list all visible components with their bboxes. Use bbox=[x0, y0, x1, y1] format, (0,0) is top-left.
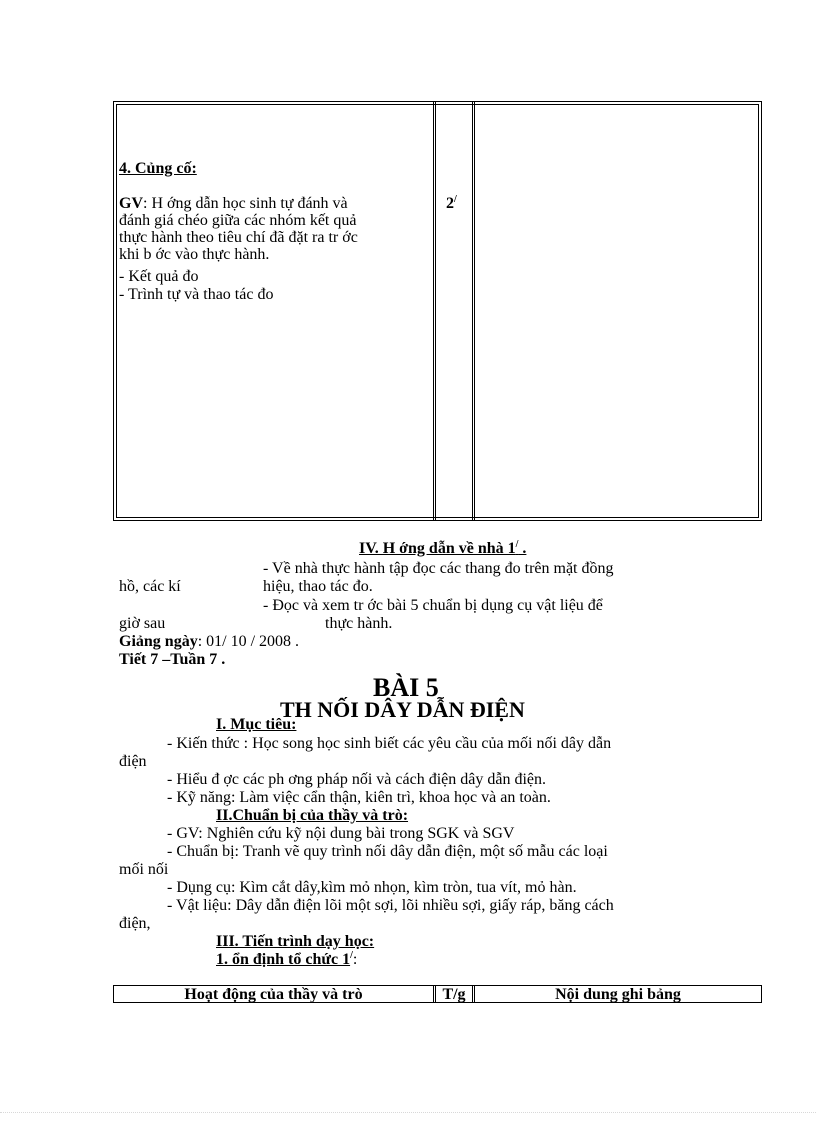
section-preparation: II.Chuẩn bị của thầy và trò: bbox=[216, 807, 409, 824]
homework-line-3: - Đọc và xem tr ớc bài 5 chuẩn bị dụng cụ vật liệu để bbox=[263, 597, 603, 614]
page-edge-guide bbox=[0, 1112, 816, 1113]
activity-table bbox=[113, 101, 762, 521]
homework-line-4-right: thực hành. bbox=[325, 615, 393, 632]
prep-materials: - Chuẩn bị: Tranh vẽ quy trình nối dây dẫn điện, một số mẫu các loại bbox=[167, 843, 608, 860]
step-organization-mark: / bbox=[350, 950, 353, 961]
activity-table-header bbox=[113, 985, 762, 1003]
gv-label: GV bbox=[119, 195, 143, 212]
step-organization-text: 1. ổn định tổ chức 1 bbox=[216, 951, 351, 968]
gv-line-6: - Trình tự và thao tác đo bbox=[119, 286, 274, 303]
header-activities: Hoạt động của thầy và trò bbox=[184, 986, 363, 1003]
period-week: Tiết 7 –Tuần 7 . bbox=[119, 651, 226, 668]
objective-understand: - Hiểu đ ợc các ph ơng pháp nối và cách điện dây dẫn điện. bbox=[167, 771, 547, 788]
teaching-date bbox=[119, 633, 299, 651]
header-divider-1 bbox=[433, 986, 436, 1002]
objective-knowledge: - Kiến thức : Học song học sinh biết các yêu cầu của mối nối dây dẫn bbox=[167, 735, 612, 752]
prep-tools: - Dụng cụ: Kìm cắt dây,kìm mỏ nhọn, kìm tròn, tua vít, mỏ hàn. bbox=[167, 879, 577, 896]
header-time: T/g bbox=[442, 986, 466, 1003]
section-objectives: I. Mục tiêu: bbox=[216, 716, 297, 733]
date-label: Giảng ngày bbox=[119, 633, 198, 650]
time-value bbox=[446, 195, 457, 213]
gv-text-1: : H ớng dẫn học sinh tự đánh và bbox=[143, 195, 348, 212]
homework-heading-text: IV. H ớng dẫn về nhà 1 bbox=[359, 540, 516, 557]
prep-materials-wrap: mối nối bbox=[119, 861, 169, 878]
homework-line-4-left: giờ sau bbox=[119, 615, 166, 632]
objective-knowledge-wrap: điện bbox=[119, 753, 147, 770]
header-divider-2 bbox=[472, 986, 475, 1002]
homework-line-2-left: hồ, các kí bbox=[119, 578, 181, 595]
gv-line-1 bbox=[119, 195, 348, 213]
prep-supplies: - Vật liệu: Dây dẫn điện lõi một sợi, lõi nhiều sợi, giấy ráp, băng cách bbox=[167, 897, 614, 914]
homework-line-2-right: hiệu, thao tác đo. bbox=[263, 578, 373, 595]
step-organization bbox=[216, 951, 357, 969]
lesson-subtitle: TH NỐI DÂY DẪN ĐIỆN bbox=[280, 697, 525, 722]
section-procedure: III. Tiến trình dạy học: bbox=[216, 933, 375, 950]
header-board-content: Nội dung ghi bảng bbox=[555, 986, 681, 1003]
consolidation-heading: 4. Củng cố: bbox=[119, 160, 197, 177]
column-divider-2 bbox=[472, 102, 475, 520]
homework-heading: IV. H ớng dẫn về nhà 1/ . bbox=[359, 539, 527, 557]
gv-line-4: khi b ớc vào thực hành. bbox=[119, 246, 270, 263]
lesson-title: BÀI 5 bbox=[373, 673, 439, 702]
time-mark: / bbox=[454, 194, 457, 205]
time-number: 2 bbox=[446, 195, 454, 212]
homework-heading-mark: / bbox=[515, 539, 519, 550]
column-divider-1 bbox=[433, 102, 436, 520]
prep-supplies-wrap: điện, bbox=[119, 915, 151, 932]
gv-line-5: - Kết quả đo bbox=[119, 268, 199, 285]
date-value: : 01/ 10 / 2008 . bbox=[197, 633, 300, 650]
objective-skills: - Kỹ năng: Làm việc cẩn thận, kiên trì, khoa học và an toàn. bbox=[167, 789, 551, 806]
gv-line-3: thực hành theo tiêu chí đã đặt ra tr ớc bbox=[119, 229, 358, 246]
gv-line-2: đánh giá chéo giữa các nhóm kết quả bbox=[119, 212, 357, 229]
step-organization-colon: : bbox=[352, 951, 358, 968]
prep-teacher: - GV: Nghiên cứu kỹ nội dung bài trong SGK và SGV bbox=[167, 825, 515, 842]
homework-line-1: - Về nhà thực hành tập đọc các thang đo trên mặt đồng bbox=[263, 560, 614, 577]
